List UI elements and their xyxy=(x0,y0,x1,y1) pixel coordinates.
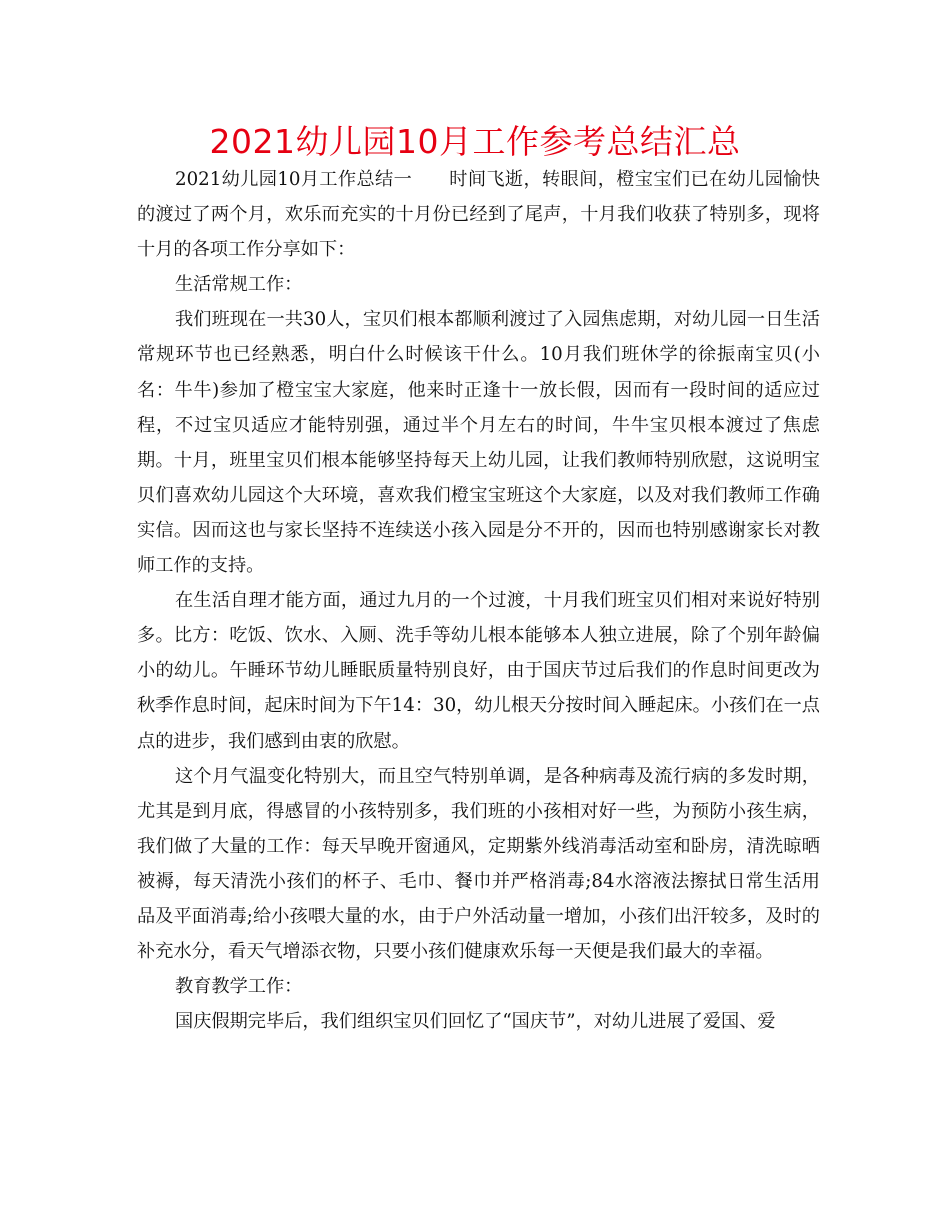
paragraph-national-day: 国庆假期完毕后，我们组织宝贝们回忆了“国庆节”，对幼儿进展了爱国、爱 xyxy=(175,1011,776,1033)
section-heading-teaching: 教育教学工作： xyxy=(175,976,303,998)
document-body xyxy=(137,162,820,1039)
paragraph-class-status: 我们班现在一共30人，宝贝们根本都顺利渡过了入园焦虑期，对幼儿园一日生活常规环节也已经熟悉，明白什么时候该干什么。10月我们班休学的徐振南宝贝(小名：牛牛)参加了橙宝宝大家庭，他来时正逢十一放长假，因而有一段时间的适应过程，不过宝贝适应才能特别强，通过半个月左右的时间，牛牛宝贝根本渡过了焦虑期。十月，班里宝贝们根本能够坚持每天上幼儿园，让我们教师特别欣慰，这说明宝贝们喜欢幼儿园这个大环境，喜欢我们橙宝宝班这个大家庭，以及对我们教师工作确实信。因而这也与家长坚持不连续送小孩入园是分不开的，因而也特别感谢家长对教师工作的支持。 xyxy=(137,309,820,577)
paragraph-health: 这个月气温变化特别大，而且空气特别单调，是各种病毒及流行病的多发时期，尤其是到月底，得感冒的小孩特别多，我们班的小孩相对好一些，为预防小孩生病，我们做了大量的工作：每天早晚开窗通风，定期紫外线消毒活动室和卧房，清洗晾晒被褥，每天清洗小孩们的杯子、毛巾、餐巾并严格消毒;84水溶液法擦拭日常生活用品及平面消毒;给小孩喂大量的水，由于户外活动量一增加，小孩们出汗较多，及时的补充水分，看天气增添衣物，只要小孩们健康欢乐每一天便是我们最大的幸福。 xyxy=(137,765,820,963)
paragraph-self-care: 在生活自理才能方面，通过九月的一个过渡，十月我们班宝贝们相对来说好特别多。比方：吃饭、饮水、入厕、洗手等幼儿根本能够本人独立进展，除了个别年龄偏小的幼儿。午睡环节幼儿睡眠质量特别良好，由于国庆节过后我们的作息时间更改为秋季作息时间，起床时间为下午14：30，幼儿根天分按时间入睡起床。小孩们在一点点的进步，我们感到由衷的欣慰。 xyxy=(137,590,820,752)
document-title: 2021幼儿园10月工作参考总结汇总 xyxy=(209,122,741,161)
section-heading-daily-routine: 生活常规工作： xyxy=(175,274,303,296)
paragraph-intro: 2021幼儿园10月工作总结一 时间飞逝，转眼间，橙宝宝们已在幼儿园愉快的渡过了两个月，欢乐而充实的十月份已经到了尾声，十月我们收获了特别多，现将十月的各项工作分享如下： xyxy=(137,169,820,261)
